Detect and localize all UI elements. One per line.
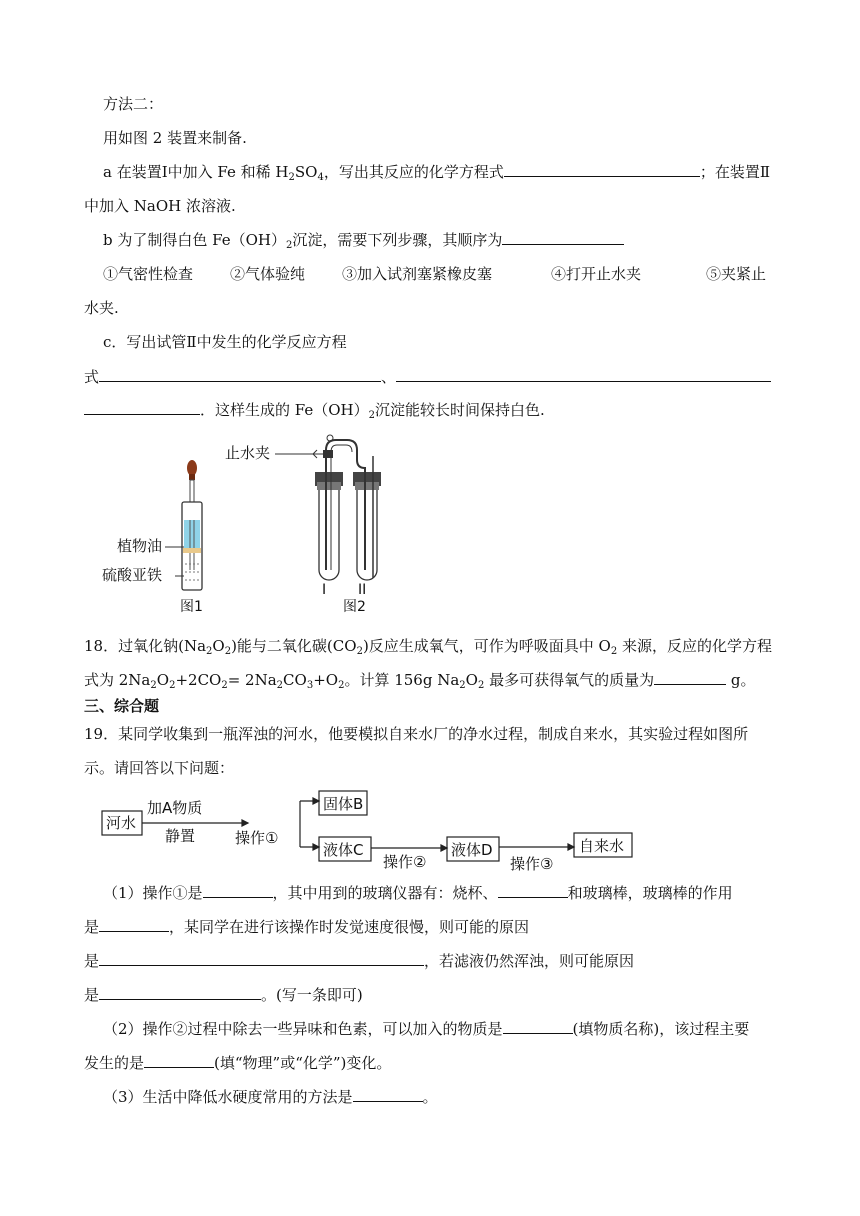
q19-sub2-line1: （2）操作②过程中除去一些异味和色素，可以加入的物质是 (填物质名称)，该过程主要 bbox=[103, 1020, 750, 1038]
node-liquid-d: 液体D bbox=[451, 841, 493, 859]
figure2-caption: 图2 bbox=[343, 599, 366, 615]
answer-blank[interactable] bbox=[84, 399, 200, 415]
q19-sub2-line2: 发生的是 (填“物理”或“化学”)变化。 bbox=[84, 1054, 392, 1072]
method2-part-a: a 在装置Ⅰ中加入 Fe 和稀 $H_2SO_4$，写出其反应的化学方程式 ；在装置Ⅱ bbox=[103, 163, 771, 183]
flow-operation-1: 操作① bbox=[235, 829, 279, 847]
method2-steps-cont: 水夹. bbox=[84, 299, 119, 317]
answer-blank[interactable] bbox=[654, 669, 726, 685]
method2-part-c-line2: 式 、 bbox=[84, 366, 771, 388]
answer-blank[interactable] bbox=[396, 366, 771, 382]
step-1: ①气密性检查 bbox=[103, 265, 194, 283]
method2-intro: 用如图 2 装置来制备. bbox=[103, 129, 247, 147]
answer-blank[interactable] bbox=[203, 882, 273, 898]
q19-sub1-line3: 是 ，若滤液仍然浑浊，则可能原因 bbox=[84, 952, 635, 970]
flow-settle: 静置 bbox=[165, 827, 196, 845]
answer-blank[interactable] bbox=[99, 366, 381, 382]
figure1-caption: 图1 bbox=[180, 599, 203, 615]
water-purification-flowchart bbox=[100, 785, 640, 875]
method2-steps bbox=[103, 263, 783, 285]
answer-blank[interactable] bbox=[353, 1086, 423, 1102]
tube-1-label: I bbox=[322, 582, 327, 598]
node-liquid-c: 液体C bbox=[323, 841, 364, 859]
answer-blank[interactable] bbox=[99, 916, 169, 932]
flow-add-a: 加A物质 bbox=[147, 799, 203, 817]
method2-part-c-line3: ．这样生成的 $Fe(OH)_2$沉淀能较长时间保持白色. bbox=[84, 399, 545, 421]
tube-2-label: II bbox=[358, 582, 367, 598]
answer-blank[interactable] bbox=[99, 984, 261, 1000]
question-19-line2: 示。请回答以下问题： bbox=[84, 759, 235, 777]
node-tap-water: 自来水 bbox=[579, 837, 625, 855]
q19-sub1-line4: 是 。(写一条即可) bbox=[84, 986, 363, 1004]
label-vegetable-oil: 植物油 bbox=[117, 537, 163, 555]
node-river-water: 河水 bbox=[106, 814, 137, 832]
answer-blank[interactable] bbox=[502, 229, 624, 245]
q19-sub3-line1: （3）生活中降低水硬度常用的方法是 。 bbox=[103, 1088, 438, 1106]
method2-part-a-cont: 中加入 NaOH 浓溶液. bbox=[84, 197, 236, 215]
label-water-stop-clamp: 止水夹 bbox=[225, 444, 271, 462]
method2-part-b: b 为了制得白色 $Fe(OH)_2$沉淀，需要下列步骤，其顺序为 bbox=[103, 229, 624, 251]
label-ferrous-sulfate: 硫酸亚铁 bbox=[102, 566, 163, 584]
step-2: ②气体验纯 bbox=[230, 265, 306, 283]
node-solid-b: 固体B bbox=[323, 795, 364, 813]
q19-sub1-line2: 是 ，某同学在进行该操作时发觉速度很慢，则可能的原因 bbox=[84, 918, 530, 936]
question-18-line2: 式为 $2Na_2O_2+2CO_2= 2Na_2CO_3+O_2$。计算 156g $Na_2O_2$ 最多可获得氧气的质量为 g。 bbox=[84, 671, 756, 691]
flow-operation-2: 操作② bbox=[383, 853, 427, 871]
section-3-title: 三、综合题 bbox=[84, 697, 160, 715]
answer-blank[interactable] bbox=[99, 950, 424, 966]
flow-operation-3: 操作③ bbox=[510, 855, 554, 873]
question-18-line1: 18．过氧化钠$(Na_2O_2)$能与二氧化碳$(CO_2)$反应生成氧气，可作为呼吸面具中 $O_2$ 来源，反应的化学方程 bbox=[84, 637, 773, 657]
method2-part-c: c．写出试管Ⅱ中发生的化学反应方程 bbox=[103, 333, 347, 351]
answer-blank[interactable] bbox=[504, 161, 700, 177]
answer-blank[interactable] bbox=[498, 882, 568, 898]
step-4: ④打开止水夹 bbox=[551, 265, 642, 283]
q19-sub1-line1: （1）操作①是 ，其中用到的玻璃仪器有：烧杯、 和玻璃棒，玻璃棒的作用 bbox=[103, 884, 733, 902]
step-5: ⑤夹紧止 bbox=[706, 265, 767, 283]
answer-blank[interactable] bbox=[503, 1018, 573, 1034]
answer-blank[interactable] bbox=[144, 1052, 214, 1068]
figure2-apparatus bbox=[275, 435, 381, 580]
apparatus-figure bbox=[95, 430, 405, 620]
method2-heading: 方法二： bbox=[103, 95, 164, 113]
figure1-dropper-tube bbox=[165, 460, 202, 590]
step-3: ③加入试剂塞紧橡皮塞 bbox=[342, 265, 493, 283]
question-19-line1: 19．某同学收集到一瓶浑浊的河水，他要模拟自来水厂的净水过程，制成自来水，其实验过程如图所 bbox=[84, 725, 749, 743]
